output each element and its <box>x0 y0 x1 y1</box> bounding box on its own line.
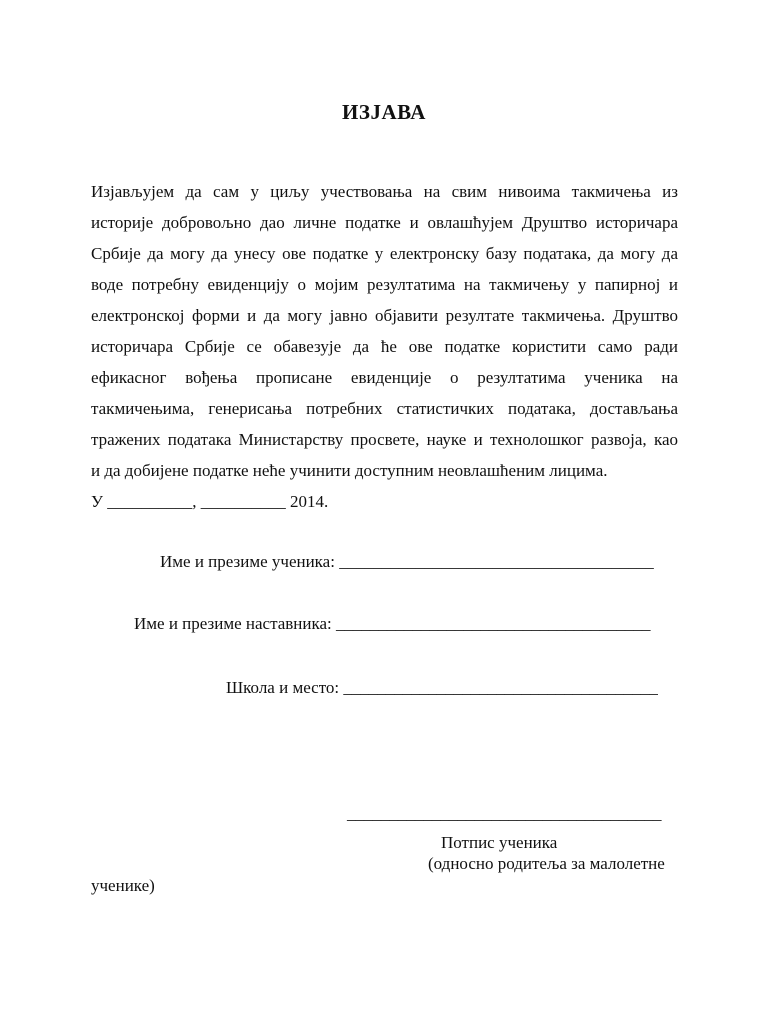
paragraph-line: Србије да могу да унесу ове податке у електронску базу података, да могу да <box>91 244 678 263</box>
school-place-field <box>226 678 658 698</box>
paragraph-line: електронској форми и да могу јавно објавити резултате такмичења. Друштво <box>91 306 678 325</box>
paragraph-line: и да добијене податке неће учинити доступним неовлашћеним лицима. <box>91 461 608 480</box>
signature-note: (односно родитеља за малолетне <box>428 854 665 873</box>
paragraph-line: историје добровољно дао личне податке и овлашћујем Друштво историчара <box>91 213 678 232</box>
paragraph-line: историчара Србије се обавезује да ће ове податке користити само ради <box>91 337 678 356</box>
paragraph-line: тражених података Министарству просвете, науке и технолошког развоја, као <box>91 430 678 449</box>
student-name-field <box>160 552 654 572</box>
document-title: ИЗЈАВА <box>342 100 426 124</box>
student-name-blank: _____________________________________ <box>339 552 654 571</box>
teacher-name-blank: _____________________________________ <box>336 614 651 633</box>
paragraph-line: воде потребну евиденцију о мојим резултатима на такмичењу у папирној и <box>91 275 678 294</box>
school-place-label: Школа и место: <box>226 678 340 697</box>
paragraph-line: Изјављујем да сам у циљу учествовања на свим нивоима такмичења из <box>91 182 678 201</box>
school-place-blank: _____________________________________ <box>343 678 658 697</box>
signature-note-continued: ученике) <box>91 876 155 895</box>
student-name-label: Име и презиме ученика: <box>160 552 335 571</box>
paragraph-line: ефикасног вођења прописане евиденције о резултатима ученика на <box>91 368 678 387</box>
place-date-line: У __________, __________ 2014. <box>91 492 329 511</box>
paragraph-line: такмичењима, генерисања потребних статистичких података, достављања <box>91 399 678 418</box>
signature-label: Потпис ученика <box>441 833 558 852</box>
teacher-name-label: Име и презиме наставника: <box>134 614 332 633</box>
statement-paragraph <box>91 176 678 517</box>
signature-line: _____________________________________ <box>347 804 662 823</box>
teacher-name-field <box>134 614 651 634</box>
